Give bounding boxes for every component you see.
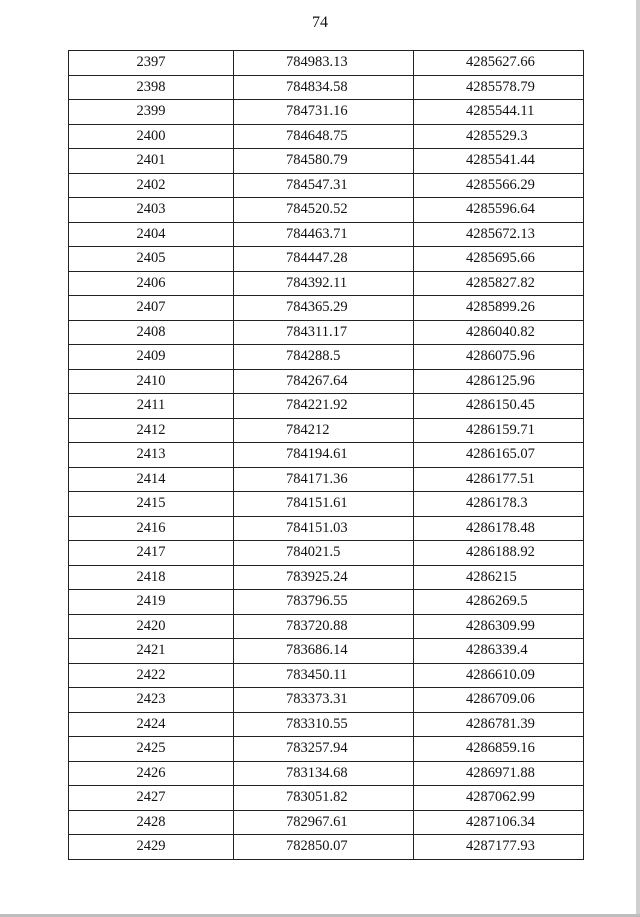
x-coordinate-cell: 784151.03 [234,516,414,541]
point-number-cell: 2412 [69,418,234,443]
point-number-cell: 2402 [69,173,234,198]
x-coordinate-cell: 782967.61 [234,810,414,835]
table-row [69,810,584,835]
y-coordinate-cell: 4285541.44 [414,149,584,174]
coordinates-table-body [69,51,584,860]
x-coordinate-cell: 784171.36 [234,467,414,492]
table-row [69,100,584,125]
y-coordinate-cell: 4286309.99 [414,614,584,639]
table-row [69,51,584,76]
table-row [69,639,584,664]
point-number-cell: 2420 [69,614,234,639]
table-row [69,124,584,149]
table-row [69,516,584,541]
table-row [69,786,584,811]
point-number-cell: 2413 [69,443,234,468]
y-coordinate-cell: 4285827.82 [414,271,584,296]
point-number-cell: 2409 [69,345,234,370]
table-row [69,663,584,688]
y-coordinate-cell: 4286859.16 [414,737,584,762]
point-number-cell: 2410 [69,369,234,394]
y-coordinate-cell: 4286075.96 [414,345,584,370]
x-coordinate-cell: 784212 [234,418,414,443]
coordinates-table [68,50,584,860]
point-number-cell: 2422 [69,663,234,688]
table-row [69,320,584,345]
y-coordinate-cell: 4286610.09 [414,663,584,688]
y-coordinate-cell: 4286709.06 [414,688,584,713]
table-row [69,198,584,223]
table-row [69,492,584,517]
x-coordinate-cell: 784267.64 [234,369,414,394]
y-coordinate-cell: 4285544.11 [414,100,584,125]
x-coordinate-cell: 783134.68 [234,761,414,786]
table-row [69,173,584,198]
point-number-cell: 2426 [69,761,234,786]
x-coordinate-cell: 784392.11 [234,271,414,296]
x-coordinate-cell: 784311.17 [234,320,414,345]
y-coordinate-cell: 4286125.96 [414,369,584,394]
point-number-cell: 2419 [69,590,234,615]
y-coordinate-cell: 4285899.26 [414,296,584,321]
point-number-cell: 2404 [69,222,234,247]
point-number-cell: 2428 [69,810,234,835]
x-coordinate-cell: 784547.31 [234,173,414,198]
point-number-cell: 2406 [69,271,234,296]
y-coordinate-cell: 4286178.48 [414,516,584,541]
y-coordinate-cell: 4285596.64 [414,198,584,223]
table-row [69,565,584,590]
table-row [69,394,584,419]
table-row [69,761,584,786]
x-coordinate-cell: 784021.5 [234,541,414,566]
point-number-cell: 2398 [69,75,234,100]
point-number-cell: 2414 [69,467,234,492]
y-coordinate-cell: 4285566.29 [414,173,584,198]
point-number-cell: 2403 [69,198,234,223]
y-coordinate-cell: 4286971.88 [414,761,584,786]
point-number-cell: 2417 [69,541,234,566]
x-coordinate-cell: 784580.79 [234,149,414,174]
y-coordinate-cell: 4285695.66 [414,247,584,272]
x-coordinate-cell: 784365.29 [234,296,414,321]
point-number-cell: 2424 [69,712,234,737]
point-number-cell: 2405 [69,247,234,272]
point-number-cell: 2423 [69,688,234,713]
y-coordinate-cell: 4287062.99 [414,786,584,811]
table-row [69,222,584,247]
table-row [69,75,584,100]
point-number-cell: 2416 [69,516,234,541]
x-coordinate-cell: 783373.31 [234,688,414,713]
x-coordinate-cell: 784447.28 [234,247,414,272]
point-number-cell: 2400 [69,124,234,149]
y-coordinate-cell: 4286781.39 [414,712,584,737]
y-coordinate-cell: 4286159.71 [414,418,584,443]
table-row [69,541,584,566]
x-coordinate-cell: 783051.82 [234,786,414,811]
table-row [69,688,584,713]
table-row [69,418,584,443]
point-number-cell: 2415 [69,492,234,517]
x-coordinate-cell: 784463.71 [234,222,414,247]
scan-edge-shadow [636,0,640,917]
point-number-cell: 2411 [69,394,234,419]
y-coordinate-cell: 4286165.07 [414,443,584,468]
x-coordinate-cell: 784731.16 [234,100,414,125]
table-row [69,149,584,174]
x-coordinate-cell: 783720.88 [234,614,414,639]
table-row [69,737,584,762]
point-number-cell: 2427 [69,786,234,811]
y-coordinate-cell: 4286040.82 [414,320,584,345]
x-coordinate-cell: 784834.58 [234,75,414,100]
point-number-cell: 2399 [69,100,234,125]
x-coordinate-cell: 784648.75 [234,124,414,149]
page-number: 74 [312,14,328,31]
table-row [69,443,584,468]
table-row [69,345,584,370]
y-coordinate-cell: 4287106.34 [414,810,584,835]
table-row [69,271,584,296]
x-coordinate-cell: 782850.07 [234,835,414,860]
point-number-cell: 2418 [69,565,234,590]
y-coordinate-cell: 4286188.92 [414,541,584,566]
y-coordinate-cell: 4286339.4 [414,639,584,664]
y-coordinate-cell: 4286269.5 [414,590,584,615]
x-coordinate-cell: 783686.14 [234,639,414,664]
table-row [69,712,584,737]
x-coordinate-cell: 784221.92 [234,394,414,419]
x-coordinate-cell: 784288.5 [234,345,414,370]
x-coordinate-cell: 783450.11 [234,663,414,688]
x-coordinate-cell: 784520.52 [234,198,414,223]
point-number-cell: 2401 [69,149,234,174]
table-row [69,467,584,492]
y-coordinate-cell: 4287177.93 [414,835,584,860]
point-number-cell: 2408 [69,320,234,345]
table-row [69,296,584,321]
point-number-cell: 2425 [69,737,234,762]
x-coordinate-cell: 783925.24 [234,565,414,590]
point-number-cell: 2397 [69,51,234,76]
table-row [69,247,584,272]
table-row [69,590,584,615]
y-coordinate-cell: 4285578.79 [414,75,584,100]
y-coordinate-cell: 4285529.3 [414,124,584,149]
point-number-cell: 2421 [69,639,234,664]
y-coordinate-cell: 4286178.3 [414,492,584,517]
x-coordinate-cell: 784194.61 [234,443,414,468]
x-coordinate-cell: 784983.13 [234,51,414,76]
x-coordinate-cell: 783796.55 [234,590,414,615]
y-coordinate-cell: 4286150.45 [414,394,584,419]
y-coordinate-cell: 4286177.51 [414,467,584,492]
x-coordinate-cell: 783310.55 [234,712,414,737]
point-number-cell: 2429 [69,835,234,860]
table-row [69,369,584,394]
table-row [69,835,584,860]
point-number-cell: 2407 [69,296,234,321]
x-coordinate-cell: 784151.61 [234,492,414,517]
y-coordinate-cell: 4285672.13 [414,222,584,247]
y-coordinate-cell: 4286215 [414,565,584,590]
x-coordinate-cell: 783257.94 [234,737,414,762]
y-coordinate-cell: 4285627.66 [414,51,584,76]
table-row [69,614,584,639]
